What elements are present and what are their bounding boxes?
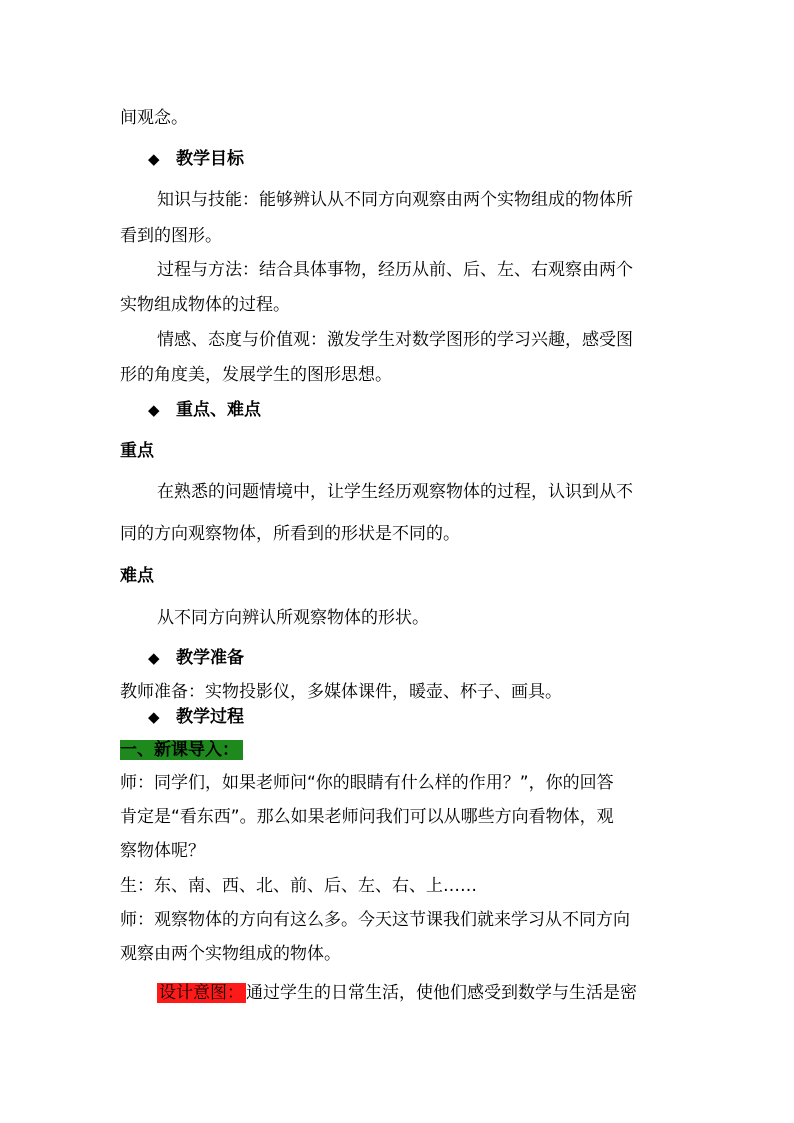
dialogue-teacher1-line1: 师：同学们，如果老师问“你的眼睛有什么样的作用？”，你的回答 [120, 773, 614, 793]
objective-process-line2: 实物组成物体的过程。 [120, 295, 290, 315]
objective-emotion-line2: 形的角度美，发展学生的图形思想。 [120, 365, 392, 385]
intro-label-highlight: 一、新课导入： [120, 740, 243, 760]
paragraph-continuation: 间观念。 [120, 108, 188, 128]
key-point-label: 重点 [120, 441, 154, 461]
objective-knowledge-line1: 知识与技能：能够辨认从不同方向观察由两个实物组成的物体所 [157, 190, 633, 210]
diamond-icon: ◆ [148, 401, 160, 419]
design-intent-text: 通过学生的日常生活，使他们感受到数学与生活是密 [246, 983, 637, 1003]
section-title: 重点、难点 [176, 400, 261, 420]
dialogue-teacher2-line2: 观察由两个实物组成的物体。 [120, 944, 341, 964]
preparation-text: 教师准备：实物投影仪，多媒体课件，暖壶、杯子、画具。 [120, 682, 562, 702]
objective-process-line1: 过程与方法：结合具体事物，经历从前、后、左、右观察由两个 [157, 260, 633, 280]
key-point-line1: 在熟悉的问题情境中，让学生经历观察物体的过程，认识到从不 [157, 482, 633, 502]
objective-emotion-line1: 情感、态度与价值观：激发学生对数学图形的学习兴趣，感受图 [157, 330, 633, 350]
section-heading-preparation [148, 646, 244, 670]
key-point-line2: 同的方向观察物体，所看到的形状是不同的。 [120, 524, 460, 544]
intro-heading [120, 738, 243, 762]
section-heading-key-points [148, 398, 261, 422]
dialogue-teacher2-line1: 师：观察物体的方向有这么多。今天这节课我们就来学习从不同方向 [120, 910, 630, 930]
difficult-point-line1: 从不同方向辨认所观察物体的形状。 [157, 608, 429, 628]
section-title: 教学准备 [176, 648, 244, 668]
design-intent-line [157, 981, 637, 1005]
section-heading-objectives [148, 147, 244, 171]
difficult-point-label: 难点 [120, 566, 154, 586]
section-heading-process [148, 705, 244, 729]
diamond-icon: ◆ [148, 708, 160, 726]
design-intent-label: 设计意图： [159, 983, 244, 1003]
section-title: 教学过程 [176, 707, 244, 727]
dialogue-teacher1-line2: 肯定是“看东西”。那么如果老师问我们可以从哪些方向看物体，观 [120, 807, 614, 827]
dialogue-student1: 生：东、南、西、北、前、后、左、右、上…… [120, 876, 477, 896]
dialogue-teacher1-line3: 察物体呢？ [120, 841, 205, 861]
diamond-icon: ◆ [148, 150, 160, 168]
diamond-icon: ◆ [148, 649, 160, 667]
objective-knowledge-line2: 看到的图形。 [120, 226, 222, 246]
section-title: 教学目标 [176, 149, 244, 169]
